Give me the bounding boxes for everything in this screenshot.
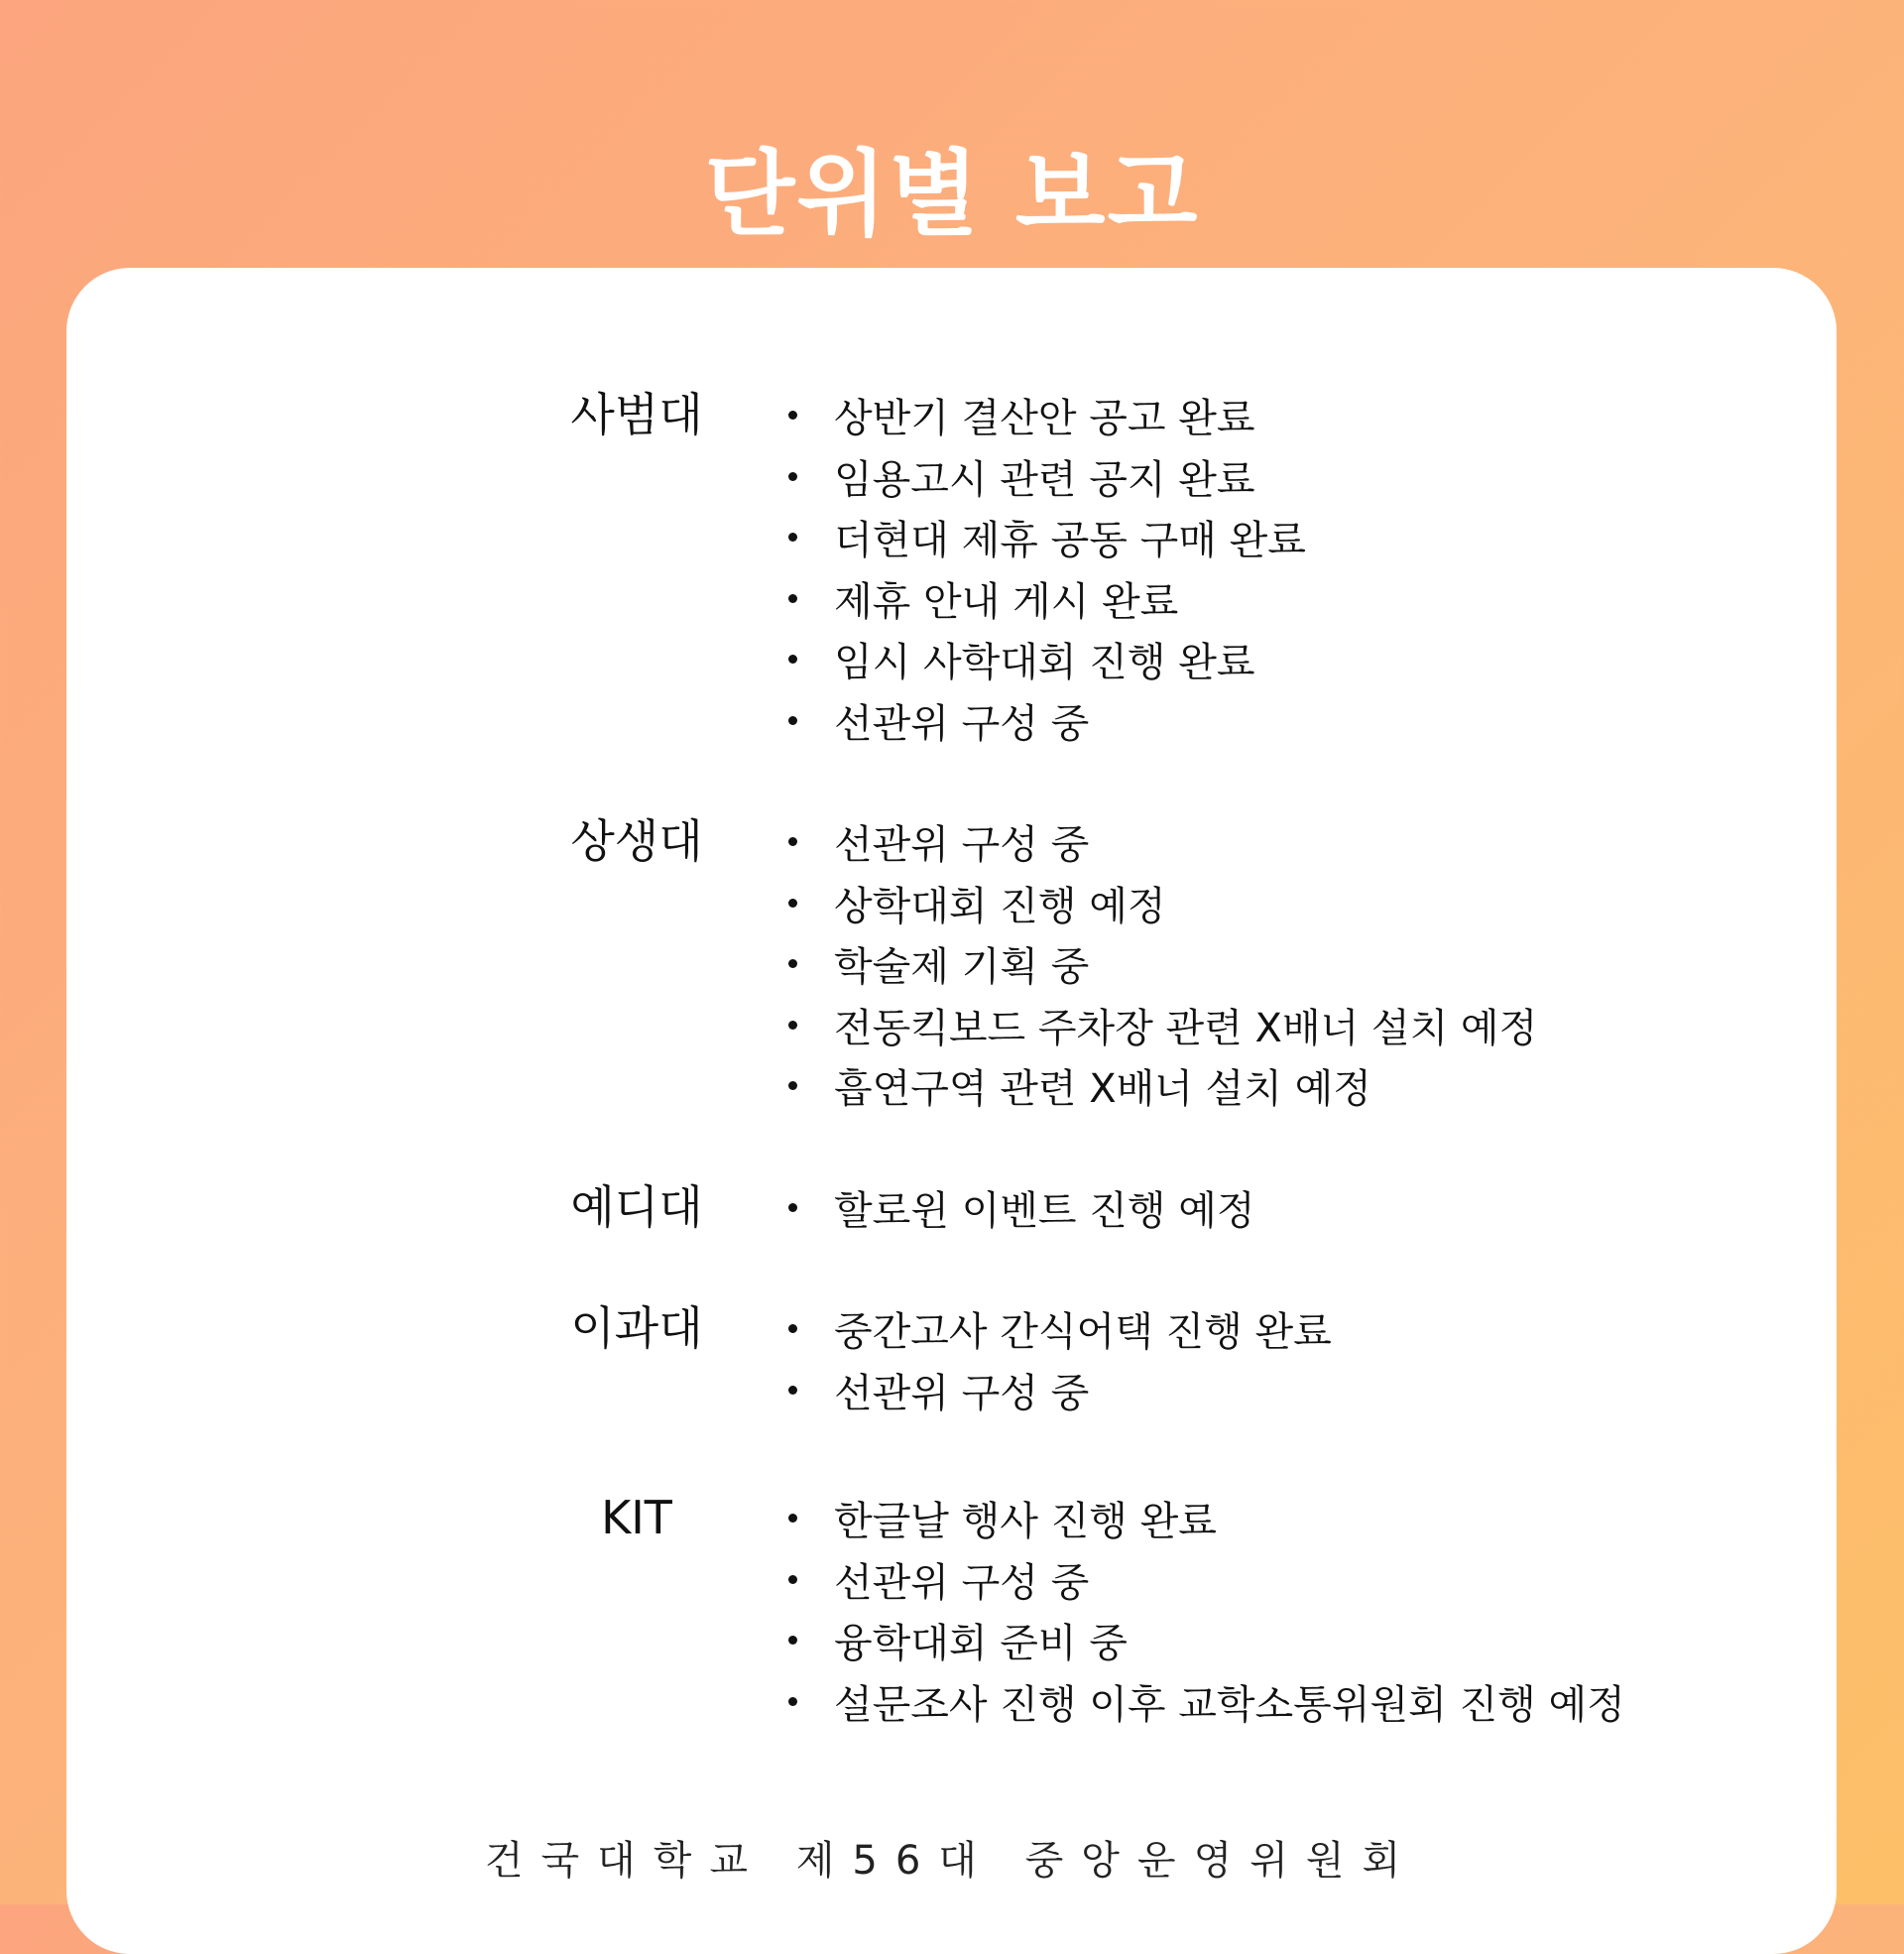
- item-text: 제휴 안내 게시 완료: [834, 578, 1179, 625]
- bullet-icon: [788, 716, 797, 725]
- item-text: 임용고시 관련 공지 완료: [834, 456, 1255, 503]
- bullet-icon: [788, 411, 797, 420]
- unit-section-kit: [562, 1488, 1703, 1732]
- list-item: [788, 1298, 1332, 1360]
- bullet-icon: [788, 1203, 797, 1212]
- item-text: 선관위 구성 중: [834, 1370, 1090, 1416]
- item-text: 흡연구역 관련 X배너 설치 예정: [834, 1066, 1371, 1113]
- unit-name: 사범대: [570, 388, 703, 441]
- list-item: [788, 1488, 1625, 1549]
- list-item: [788, 446, 1306, 508]
- list-item: [788, 1360, 1332, 1421]
- bullet-icon: [788, 1636, 797, 1645]
- bullet-icon: [788, 1324, 797, 1333]
- list-item: [788, 933, 1537, 995]
- unit-name: KIT: [601, 1491, 672, 1544]
- list-item: [788, 873, 1537, 934]
- list-item: [788, 629, 1306, 690]
- unit-section-sangsaengdae: [562, 811, 1703, 1117]
- list-item: [788, 568, 1306, 630]
- item-text: 임시 사학대회 진행 완료: [834, 640, 1255, 686]
- bullet-icon: [788, 1081, 797, 1090]
- list-item: [788, 1671, 1625, 1733]
- item-text: 융학대회 준비 중: [834, 1621, 1128, 1667]
- list-item: [788, 385, 1306, 446]
- bullet-icon: [788, 959, 797, 968]
- list-item: [788, 1055, 1537, 1117]
- bullet-icon: [788, 1386, 797, 1395]
- bullet-icon: [788, 472, 797, 481]
- item-text: 학술제 기획 중: [834, 944, 1090, 991]
- item-text: 할로윈 이벤트 진행 예정: [834, 1187, 1255, 1234]
- unit-item-list: [711, 385, 1306, 751]
- item-text: 상학대회 진행 예정: [834, 883, 1166, 929]
- bullet-icon: [788, 837, 797, 846]
- item-text: 더현대 제휴 공동 구매 완료: [834, 518, 1306, 564]
- item-text: 중간고사 간식어택 진행 완료: [834, 1309, 1332, 1356]
- bullet-icon: [788, 899, 797, 908]
- item-text: 상반기 결산안 공고 완료: [834, 396, 1255, 442]
- unit-item-list: [711, 1298, 1332, 1420]
- unit-name: 상생대: [570, 814, 703, 868]
- bullet-icon: [788, 1514, 797, 1523]
- unit-section-yedidae: [562, 1177, 1703, 1239]
- item-text: 선관위 구성 중: [834, 700, 1090, 747]
- list-item: [788, 1549, 1625, 1611]
- report-card: [66, 268, 1837, 1954]
- page-title: 단위별 보고: [704, 140, 1200, 249]
- item-text: 전동킥보드 주차장 관련 X배너 설치 예정: [834, 1005, 1538, 1051]
- unit-section-igwadae: [562, 1298, 1703, 1420]
- unit-item-list: [711, 811, 1537, 1117]
- bullet-icon: [788, 1697, 797, 1706]
- list-item: [788, 690, 1306, 752]
- list-item: [788, 1177, 1255, 1239]
- bullet-icon: [788, 1021, 797, 1030]
- item-text: 한글날 행사 진행 완료: [834, 1499, 1217, 1545]
- unit-section-sabeomdae: [562, 385, 1703, 751]
- unit-name: 이과대: [570, 1301, 703, 1355]
- list-item: [788, 811, 1537, 873]
- unit-item-list: [711, 1488, 1625, 1732]
- item-text: 설문조사 진행 이후 교학소통위원회 진행 예정: [834, 1681, 1625, 1728]
- unit-report-list: [562, 385, 1703, 1732]
- item-text: 선관위 구성 중: [834, 822, 1090, 869]
- list-item: [788, 507, 1306, 568]
- unit-item-list: [711, 1177, 1255, 1239]
- bullet-icon: [788, 594, 797, 603]
- list-item: [788, 1610, 1625, 1671]
- organization-footer: 건국대학교 제56대 중앙운영위원회: [484, 1838, 1419, 1884]
- bullet-icon: [788, 655, 797, 664]
- unit-name: 예디대: [570, 1179, 703, 1234]
- list-item: [788, 995, 1537, 1056]
- bullet-icon: [788, 533, 797, 542]
- bullet-icon: [788, 1575, 797, 1584]
- item-text: 선관위 구성 중: [834, 1559, 1090, 1606]
